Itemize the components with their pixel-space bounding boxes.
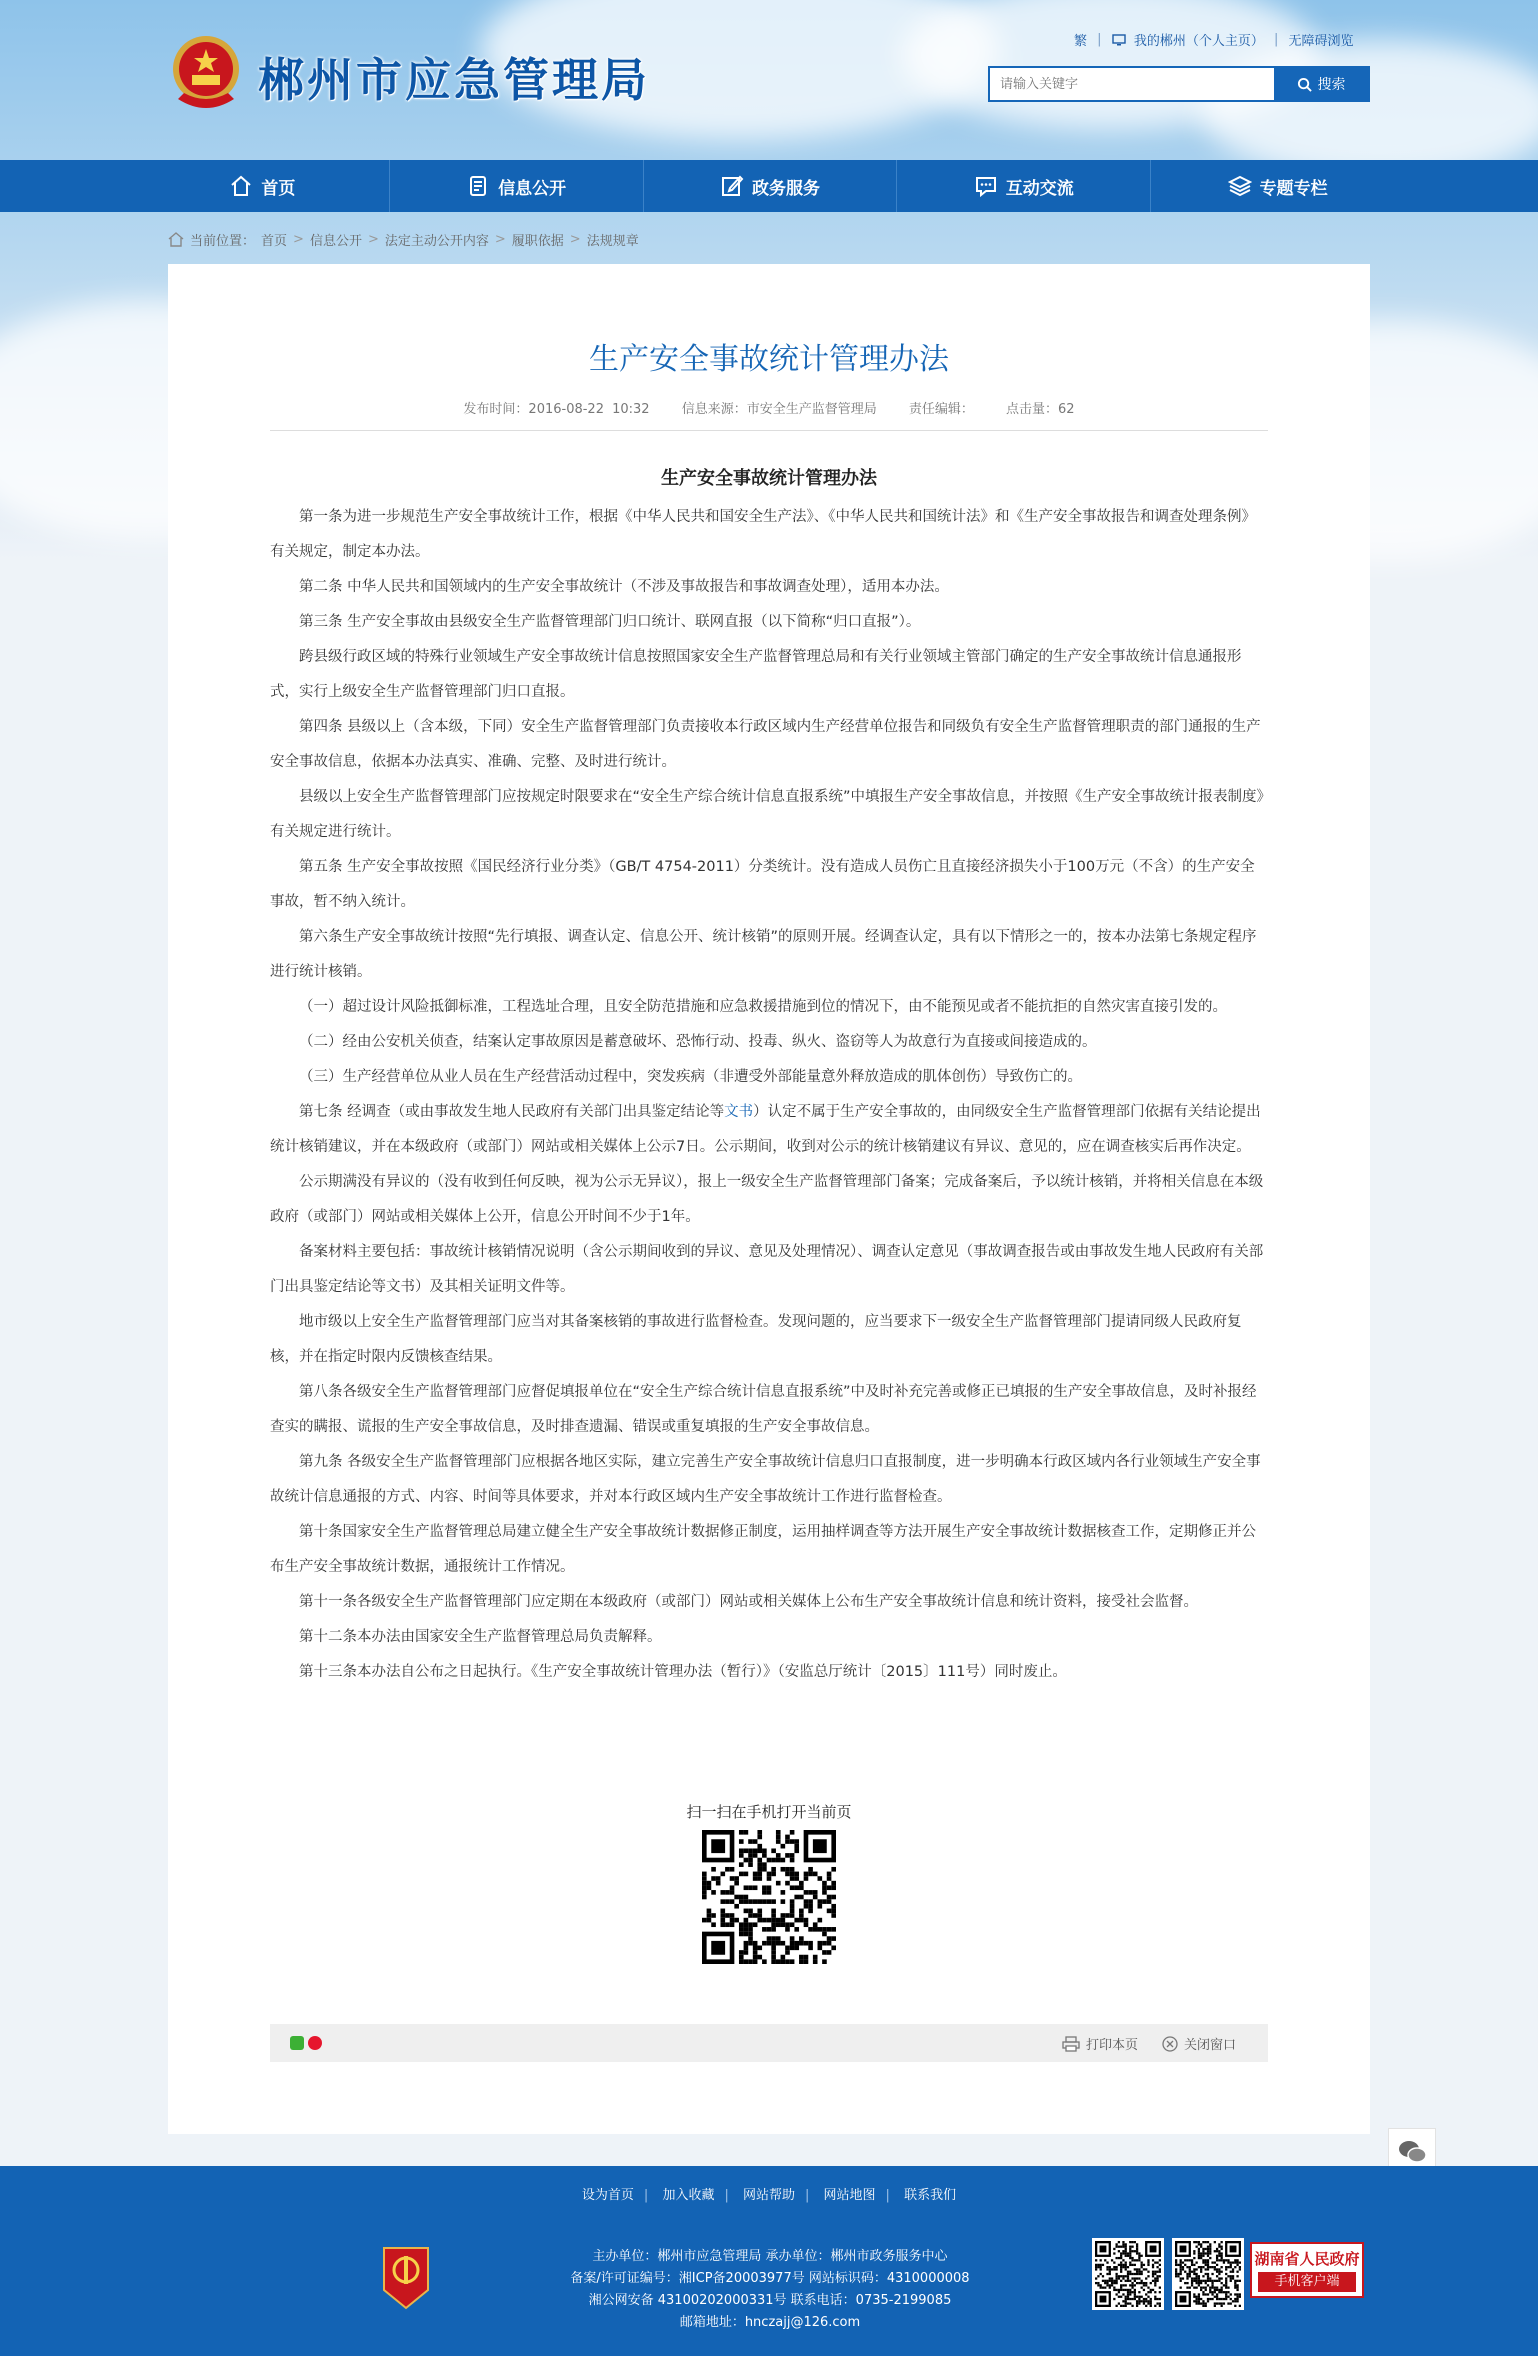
share-icons [290,2036,322,2050]
breadcrumb-item[interactable]: 法规规章 [586,234,639,249]
footer-line: 邮箱地址：hnczajj@126.com [679,2315,861,2330]
footer-link[interactable]: 网站帮助 [742,2188,795,2203]
footer-link[interactable]: 联系我们 [904,2188,957,2203]
footer-qr-code [1092,2238,1164,2310]
party-gov-logo[interactable] [378,2246,434,2310]
nav-interaction[interactable] [897,160,1151,212]
monitor-icon [1112,34,1126,46]
breadcrumb: 当前位置： 首页 > 信息公开 > 法定主动公开内容 > 履职依据 > 法规规章 [168,230,639,249]
paragraph: 第八条各级安全生产监督管理部门应督促填报单位在“安全生产综合统计信息直报系统”中及时补充完善或修正已填报的生产安全事故信息，及时补报经查实的瞒报、谎报的生产安全事故信息，及时排查遗漏、错误或重复填报的生产安全事故信息。 [270,1384,1257,1435]
accessibility-link[interactable]: 无障碍浏览 [1288,34,1354,49]
home-icon [168,232,184,247]
paragraph: 地市级以上安全生产监督管理部门应当对其备案核销的事故进行监督检查。发现问题的，应当要求下一级安全生产监督管理部门提请同级人民政府复核，并在指定时限内反馈核查结果。 [270,1314,1242,1365]
nav-interaction-label: 互动交流 [1005,178,1074,199]
breadcrumb-item[interactable]: 履职依据 [511,234,564,249]
print-button[interactable] [1062,2034,1138,2053]
close-icon [1162,2036,1178,2052]
paragraph: 第十二条本办法由国家安全生产监督管理总局负责解释。 [299,1629,662,1645]
home-icon [229,174,253,198]
document-title: 生产安全事故统计管理办法 [661,468,877,489]
publish-time: 发布时间：2016-08-22 10:32 [463,402,650,417]
paragraph: （二）经由公安机关侦查，结案认定事故原因是蓄意破坏、恐怖行动、投毒、纵火、盗窃等人为故意行为直接或间接造成的。 [299,1034,1097,1050]
paragraph: 备案材料主要包括：事故统计核销情况说明（含公示期间收到的异议、意见及处理情况）、调查认定意见（事故调查报告或由事故发生地人民政府有关部门出具鉴定结论等文书）及其相关证明文件等。 [270,1244,1264,1295]
article-title: 生产安全事故统计管理办法 [589,342,949,377]
edit-icon [720,174,744,198]
printer-icon [1062,2036,1080,2052]
close-window-label: 关闭窗口 [1184,2038,1237,2053]
nav-gov-services[interactable] [644,160,898,212]
footer-info [520,2246,1020,2334]
article-body [270,500,1268,1690]
hunan-gov-subtitle: 手机客户端 [1258,2272,1356,2292]
footer-link[interactable]: 网站地图 [823,2188,876,2203]
site-title[interactable]: 郴州市应急管理局 [258,53,650,107]
paragraph-text: 第七条 经调查（或由事故发生地人民政府有关部门出具鉴定结论等 [299,1104,725,1120]
paragraph: （三）生产经营单位从业人员在生产经营活动过程中，突发疾病（非遭受外部能量意外释放造成的肌体创伤）导致伤亡的。 [299,1069,1082,1085]
qr-caption: 扫一扫在手机打开当前页 [686,1803,852,1821]
nav-home[interactable] [136,160,390,212]
paragraph: 县级以上安全生产监督管理部门应按规定时限要求在“安全生产综合统计信息直报系统”中填报生产安全事故信息，并按照《生产安全事故统计报表制度》有关规定进行统计。 [270,789,1264,840]
my-chenzhou-link[interactable]: 我的郴州（个人主页） [1133,34,1264,49]
search-button-label: 搜索 [1317,77,1346,93]
hit-count: 点击量：62 [1006,402,1075,417]
breadcrumb-item[interactable]: 信息公开 [309,234,362,249]
chat-icon [974,174,998,198]
footer-line: 湘公网安备 43100202000331号 联系电话：0735-2199085 [588,2293,952,2308]
search-input[interactable] [990,68,1274,100]
wechat-share-icon[interactable] [290,2036,304,2050]
footer-line: 备案/许可证编号：湘ICP备20003977号 网站标识码：4310000008 [570,2271,970,2286]
page-qr-code [702,1830,836,1964]
traditional-chinese-link[interactable]: 繁 [1074,34,1088,49]
article-meta [168,398,1370,417]
search-button[interactable] [1274,68,1368,100]
footer-qr-code [1172,2238,1244,2310]
paragraph: 跨县级行政区域的特殊行业领域生产安全事故统计信息按照国家安全生产监督管理总局和有关行业领域主管部门确定的生产安全事故统计信息通报形式，实行上级安全生产监督管理部门归口直报。 [270,649,1242,700]
layers-icon [1228,174,1252,198]
info-source: 信息来源：市安全生产监督管理局 [681,402,877,417]
editor: 责任编辑： [908,402,974,417]
top-links: 繁 | 我的郴州（个人主页） | 无障碍浏览 [1074,32,1354,49]
wechat-icon [1397,2139,1427,2165]
breadcrumb-item[interactable]: 首页 [261,234,288,249]
search-icon [1297,77,1312,92]
paragraph: 第二条 中华人民共和国领域内的生产安全事故统计（不涉及事故报告和事故调查处理），适用本办法。 [299,579,949,595]
paragraph: 第一条为进一步规范生产安全事故统计工作，根据《中华人民共和国安全生产法》、《中华人民共和国统计法》和《生产安全事故报告和调查处理条例》有关规定，制定本办法。 [270,509,1256,560]
paragraph: （一）超过设计风险抵御标准，工程选址合理，且安全防范措施和应急救援措施到位的情况下，由不能预见或者不能抗拒的自然灾害直接引发的。 [299,999,1227,1015]
site-footer [0,2166,1538,2356]
nav-info-public-label: 信息公开 [498,178,567,199]
paragraph: 第十一条各级安全生产监督管理部门应定期在本级政府（或部门）网站或相关媒体上公布生产安全事故统计信息和统计资料，接受社会监督。 [299,1594,1198,1610]
nav-info-public[interactable] [390,160,644,212]
paragraph: 第三条 生产安全事故由县级安全生产监督管理部门归口统计、联网直报（以下简称“归口直报”）。 [299,614,921,630]
weibo-share-icon[interactable] [308,2036,322,2050]
hunan-gov-title: 湖南省人民政府 [1254,2250,1360,2268]
nav-special-topics-label: 专题专栏 [1259,178,1328,199]
paragraph: 第九条 各级安全生产监督管理部门应根据各地区实际，建立完善生产安全事故统计信息归口直报制度，进一步明确本行政区域内各行业领域生产安全事故统计信息通报的方式、内容、时间等具体要求，并对本行政区域内生产安全事故统计工作进行监督检查。 [270,1454,1261,1505]
print-label: 打印本页 [1086,2038,1139,2053]
paragraph: 公示期满没有异议的（没有收到任何反映，视为公示无异议），报上一级安全生产监督管理部门备案；完成备案后，予以统计核销，并将相关信息在本级政府（或部门）网站或相关媒体上公开，信息公开时间不少于1年。 [270,1174,1264,1225]
article-panel [168,264,1370,2134]
hunan-gov-app-badge[interactable] [1250,2242,1364,2298]
breadcrumb-item[interactable]: 法定主动公开内容 [384,234,489,249]
footer-link[interactable]: 设为首页 [581,2188,634,2203]
main-nav [0,160,1538,212]
paragraph: 第十三条本办法自公布之日起执行。《生产安全事故统计管理办法（暂行）》（安监总厅统计〔2015〕111号）同时废止。 [299,1664,1067,1680]
site-header [0,0,1538,160]
nav-gov-services-label: 政务服务 [751,178,820,199]
footer-line: 主办单位：郴州市应急管理局 承办单位：郴州市政务服务中心 [592,2249,948,2264]
paragraph: 第四条 县级以上（含本级，下同）安全生产监督管理部门负责接收本行政区域内生产经营单位报告和同级负有安全生产监督管理职责的部门通报的生产安全事故信息，依据本办法真实、准确、完整、及时进行统计。 [270,719,1261,770]
search-box [988,66,1370,102]
close-window-button[interactable] [1162,2034,1236,2053]
national-emblem-icon [168,33,244,115]
breadcrumb-prefix: 当前位置： [190,234,256,249]
nav-special-topics[interactable] [1151,160,1404,212]
paragraph: 第六条生产安全事故统计按照“先行填报、调查认定、信息公开、统计核销”的原则开展。经调查认定，具有以下情形之一的，按本办法第七条规定程序进行统计核销。 [270,929,1257,980]
footer-link[interactable]: 加入收藏 [662,2188,715,2203]
paragraph: 第五条 生产安全事故按照《国民经济行业分类》（GB/T 4754-2011）分类统计。没有造成人员伤亡且直接经济损失小于100万元（不含）的生产安全事故，暂不纳入统计。 [270,859,1255,910]
paragraph [270,1095,1268,1165]
footer-links: 设为首页 | 加入收藏 | 网站帮助 | 网站地图 | 联系我们 [581,2188,957,2203]
document-icon [466,174,490,198]
divider [270,430,1268,431]
article-toolbar [270,2024,1268,2062]
document-link[interactable]: 文书 [724,1104,754,1120]
nav-home-label: 首页 [261,178,296,199]
paragraph: 第十条国家安全生产监督管理总局建立健全生产安全事故统计数据修正制度，运用抽样调查等方法开展生产安全事故统计数据核查工作，定期修正并公布生产安全事故统计数据，通报统计工作情况。 [270,1524,1256,1575]
paragraph-text: ）认定不属于生产安全事故的，由同级安全生产监督管理部门依据有关结论提出统计核销建议，并在本级政府（或部门）网站或相关媒体上公示7日。公示期间，收到对公示的统计核销建议有异议、意见的，应在调查核实后再作决定。 [270,1104,1261,1155]
